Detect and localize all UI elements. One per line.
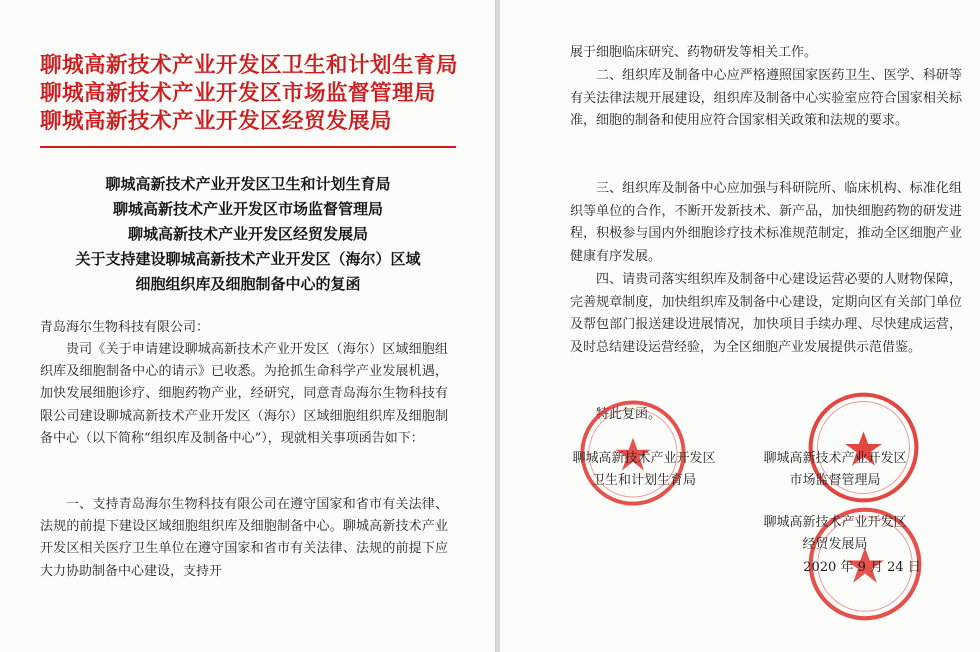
addressee: 青岛海尔生物科技有限公司： [40,320,210,335]
red-letterhead [40,52,458,136]
document-page-right [500,0,980,652]
signature-market-bureau [730,448,940,492]
signature-line: 聊城高新技术产业开发区 [763,451,907,466]
letterhead-line-1: 聊城高新技术产业开发区卫生和计划生育局 [40,53,459,78]
title-line-4: 关于支持建设聊城高新技术产业开发区（海尔）区域 [75,250,421,268]
title-line-5: 细胞组织库及细胞制备中心的复函 [135,275,361,293]
letterhead-line-2: 聊城高新技术产业开发区市场监督管理局 [40,81,437,106]
title-line-1: 聊城高新技术产业开发区卫生和计划生育局 [105,175,391,193]
document-date: 2020 年 9 月 24 日 [803,560,921,575]
letterhead-line-3: 聊城高新技术产业开发区经贸发展局 [40,109,393,134]
title-line-2: 聊城高新技术产业开发区市场监督管理局 [112,200,383,218]
paragraph-item-1: 一、支持青岛海尔生物科技有限公司在遵守国家和省市有关法律、法规的前提下建设区域细胞组织库及细胞制备中心。聊城高新技术产业开发区相关医疗卫生单位在遵守国家和省市有关法律、法规的前提下应大力协助制备中心建设，支持开 [40,497,448,579]
signature-economic-bureau [730,512,940,556]
paragraph-item-1-continued: 展于细胞临床研究、药物研发等相关工作。 [570,45,818,60]
paragraph-item-4: 四、请贵司落实组织库及制备中心建设运营必要的人财物保障，完善规章制度，加快组织库及制备中心建设，定期向区有关部门单位及帮包部门报送建设进展情况，加快项目手续办理、尽快建成运营，及时总结建设运营经验，为全区细胞产业发展提供示范借鉴。 [570,272,962,355]
title-line-3: 聊城高新技术产业开发区经贸发展局 [127,225,368,243]
paragraph-item-3: 三、组织库及制备中心应加强与科研院所、临床机构、标准化组织等单位的合作，不断开发新技术、新产品，加快细胞药物的研发进程，积极参与国内外细胞诊疗技术标准规范制定，推动全区细胞产业健康有序发展。 [570,181,962,264]
signature-line: 聊城高新技术产业开发区 [763,515,907,530]
document-title [40,172,456,297]
signature-line: 卫生和计划生育局 [591,473,696,488]
closing-line: 特此复函。 [596,407,662,422]
paragraph-intro: 贵司《关于申请建设聊城高新技术产业开发区（海尔）区域细胞组织库及细胞制备中心的请示》已收悉。为抢抓生命科学产业发展机遇，加快发展细胞诊疗、细胞药物产业，经研究，同意青岛海尔生物科技有限公司建设聊城高新技术产业开发区（海尔）区域细胞组织库及细胞制备中心（以下简称“组织库及制备中心”），现就相关事项函告如下： [40,342,448,446]
letterhead-divider [40,146,456,148]
signature-health-bureau [544,448,744,492]
signature-line: 聊城高新技术产业开发区 [572,451,716,466]
paragraph-item-2: 二、组织库及制备中心应严格遵照国家医药卫生、医学、科研等有关法律法规开展建设，组织库及制备中心实验室应符合国家相关标准，细胞的制备和使用应符合国家相关政策和法规的要求。 [570,68,962,129]
signature-line: 经贸发展局 [802,537,868,552]
signature-line: 市场监督管理局 [789,473,881,488]
